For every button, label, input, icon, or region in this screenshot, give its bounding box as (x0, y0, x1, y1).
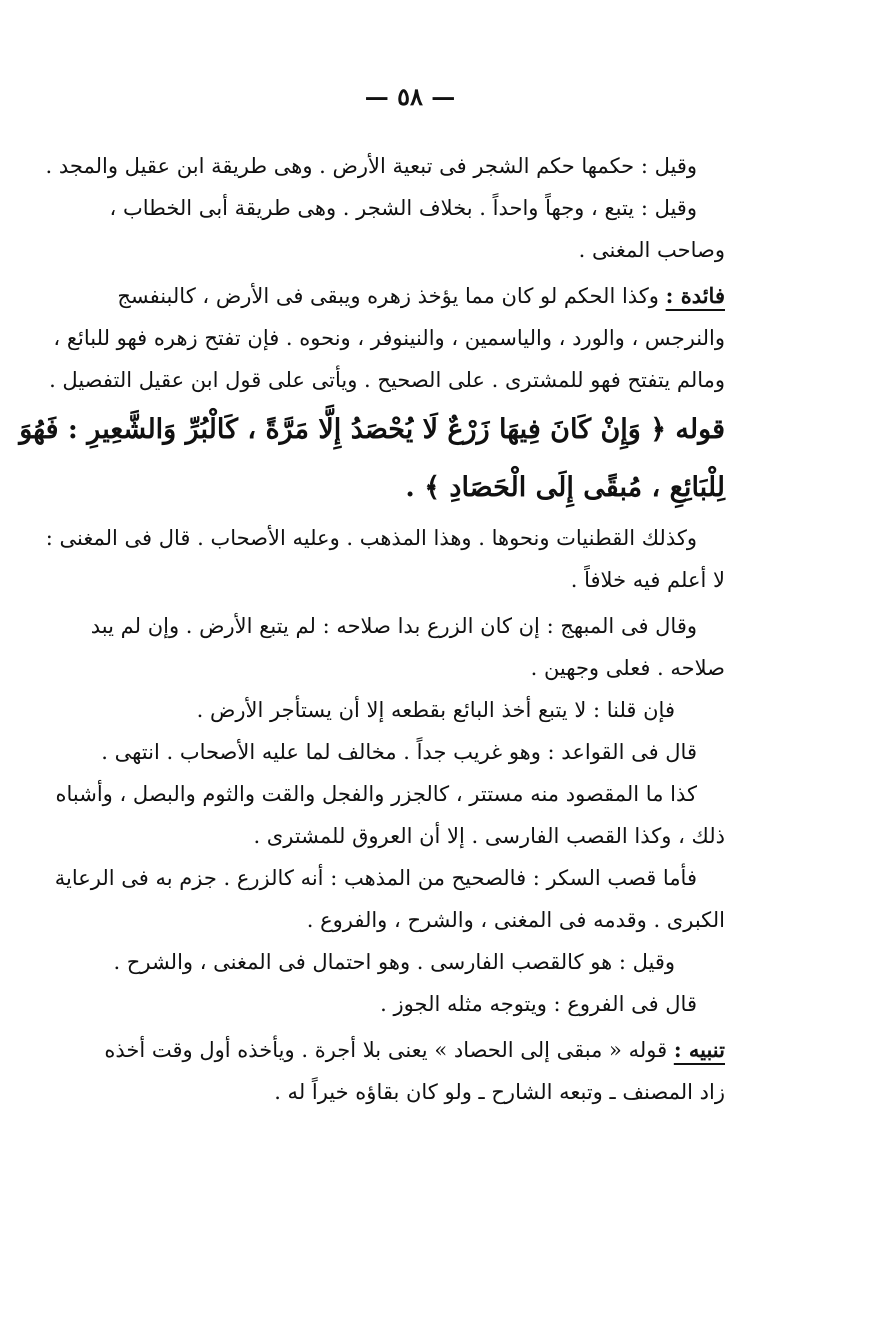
benefit-label: فائدة : (665, 283, 725, 308)
text-line: والنرجس ، والورد ، والياسمين ، والنينوفر ، ونحوه . فإن تفتح زهره فهو للبائع ، (53, 326, 725, 350)
text-line: فأما قصب السكر : فالصحيح من المذهب : أنه كالزرع . جزم به فى الرعاية (54, 866, 697, 890)
quoted-matn-line: قوله ﴿ وَإِنْ كَانَ فِيهَا زَرْعٌ لَا يُحْصَدُ إِلَّا مَرَّةً ، كَالْبُرِّ وَالشَّعِيرِ : فَهُوَ (19, 414, 725, 445)
text-line: فإن قلنا : لا يتبع أخذ البائع بقطعه إلا أن يستأجر الأرض . (196, 698, 675, 722)
text-line: زاد المصنف ـ وتبعه الشارح ـ ولو كان بقاؤه خيراً له . (274, 1080, 725, 1104)
page-body-text (19, 145, 725, 1113)
text-line: وقيل : حكمها حكم الشجر فى تبعية الأرض . وهى طريقة ابن عقيل والمجد . (45, 154, 697, 178)
text-line: ذلك ، وكذا القصب الفارسى . إلا أن العروق للمشترى . (253, 824, 725, 848)
text-line: وقيل : هو كالقصب الفارسى . وهو احتمال فى المغنى ، والشرح . (113, 950, 675, 974)
text-line-benefit (90, 275, 725, 317)
page-number: — ٥٨ — (364, 82, 456, 111)
text-line: ومالم يتفتح فهو للمشترى . على الصحيح . ويأتى على قول ابن عقيل التفصيل . (49, 368, 725, 392)
text-line-notice (90, 1029, 725, 1071)
text-run: قوله « مبقى إلى الحصاد » يعنى بلا أجرة . ويأخذه أول وقت أخذه (104, 1038, 674, 1062)
text-line: وقال فى المبهج : إن كان الزرع بدا صلاحه : لم يتبع الأرض . وإن لم يبد (90, 614, 697, 638)
text-line: لا أعلم فيه خلافاً . (570, 568, 725, 592)
notice-label: تنبيه : (673, 1037, 725, 1062)
text-line: كذا ما المقصود منه مستتر ، كالجزر والفجل والقت والثوم والبصل ، وأشباه (55, 782, 697, 806)
text-line: صلاحه . فعلى وجهين . (530, 656, 725, 680)
text-run: وكذا الحكم لو كان مما يؤخذ زهره ويبقى فى الأرض ، كالبنفسج (117, 284, 666, 308)
text-line: قال فى الفروع : ويتوجه مثله الجوز . (380, 992, 697, 1016)
text-line: الكبرى . وقدمه فى المغنى ، والشرح ، والفروع . (306, 908, 725, 932)
text-line: قال فى القواعد : وهو غريب جداً . مخالف لما عليه الأصحاب . انتهى . (101, 740, 697, 764)
text-line: وصاحب المغنى . (578, 238, 725, 262)
text-line: وقيل : يتبع ، وجهاً واحداً . بخلاف الشجر . وهى طريقة أبى الخطاب ، (109, 196, 697, 220)
quoted-matn-line: لِلْبَائِعِ ، مُبقًى إِلَى الْحَصَادِ ﴾ . (405, 472, 725, 503)
text-line: وكذلك القطنيات ونحوها . وهذا المذهب . وعليه الأصحاب . قال فى المغنى : (45, 526, 697, 550)
